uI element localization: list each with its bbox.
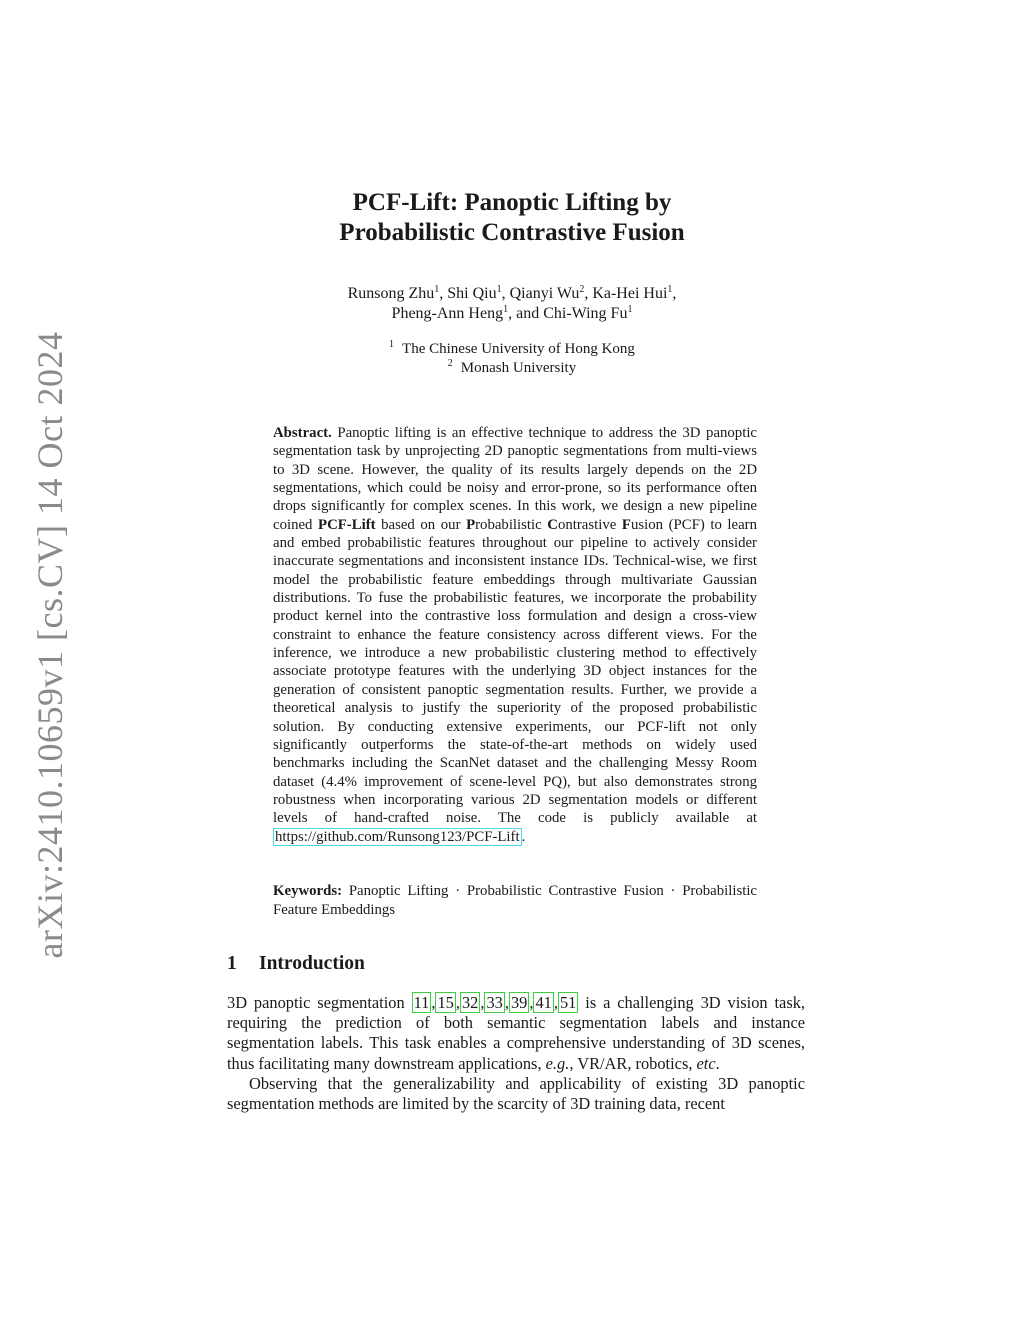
affiliation-1 [0,340,1024,359]
citation-link[interactable]: 15 [437,993,454,1012]
affiliation-name: Monash University [460,360,577,376]
paragraph: 3D panoptic segmentation 11 , 15 , 32 , 33 , 39 , 41 , 51 is a challenging 3D vision task, requiring the prediction of both semantic segmentation labels and instance segmentation labels. This task enables a comprehensive understanding of 3D scenes, thus facilitating many downstream applications, e.g., VR/AR, robotics, etc. [227,993,806,1073]
author-affiliation-mark: 1 [434,284,440,295]
citation-link[interactable]: 41 [535,993,552,1012]
keywords-text: Panoptic Lifting · Probabilistic Contrastive Fusion · Probabilistic Feature Embeddings [273,883,757,918]
citation-link[interactable]: 11 [413,993,430,1012]
arxiv-identifier: arXiv:2410.10659v1 [cs.CV] 14 Oct 2024 [30,331,70,959]
section-number: 1 [227,953,237,974]
paragraph: Observing that the generalizability and applicability of existing 3D panoptic segmentation methods are limited by the scarcity of 3D training data, recent [227,1073,805,1114]
author-name: Qianyi Wu [509,285,580,302]
paper-title-line-1: PCF-Lift: Panoptic Lifting by [352,189,672,216]
abstract: Abstract. Panoptic lifting is an effective technique to address the 3D panoptic segmentation task by unprojecting 2D panoptic segmentations from multi-views to 3D scene. However, the quality of its results largely depends on the 2D segmentations, which could be noisy and error-prone, so its performance often drops significantly for complex scenes. In this work, we design a new pipeline coined PCF-Lift based on our Probabilistic Contrastive Fusion (PCF) to learn and embed probabilistic features throughout our pipeline to actively consider inaccurate segmentations and inconsistent instance IDs. Technical-wise, we first model the probabilistic feature embeddings through multivariate Gaussian distributions. To fuse the probabilistic features, we incorporate the probability product kernel into the contrastive loss formulation and design a cross-view constraint to enhance the feature consistency across different views. For the inference, we introduce a new probabilistic clustering method to effectively associate prototype features with the underlying 3D object instances for the generation of consistent panoptic segmentation results. Further, we provide a theoretical analysis to justify the superiority of the proposed probabilistic solution. By conducting extensive experiments, our PCF-lift not only significantly outperforms the state-of-the-art methods on widely used benchmarks including the ScanNet dataset and the challenging Messy Room dataset (4.4% improvement of scene-level PQ), but also demonstrates strong robustness when incorporating various 2D segmentation models or different levels of hand-crafted noise. The code is publicly available at https://github.com/Runsong123/PCF-Lift . [273,425,757,845]
author-affiliation-mark: 1 [496,284,502,295]
author-line-2: Pheng-Ann Heng$^1$, and Chi-Wing Fu$^1$ [391,304,633,322]
author-affiliation-mark: 1 [503,304,509,315]
author-name: Chi-Wing Fu [543,305,628,322]
affiliation-2 [0,359,1024,378]
author-affiliation-mark: 2 [579,284,585,295]
citation-link[interactable]: 33 [486,993,503,1012]
author-name: Ka-Hei Hui [592,285,668,302]
affiliation-name: The Chinese University of Hong Kong [402,341,635,357]
author-name: Pheng-Ann Heng [391,305,504,322]
section-heading-introduction [227,951,803,977]
citation-link[interactable]: 39 [510,993,528,1012]
affiliation-mark: 2 [447,358,453,369]
method-name: PCF-Lift [318,516,376,533]
author-line-1: Runsong Zhu$^1$, Shi Qiu$^1$, Qianyi Wu$^2$, Ka-Hei Hui$^1$, [347,284,677,302]
introduction-body [227,993,805,1114]
citation-link[interactable]: 32 [461,993,479,1012]
affiliation-mark: 1 [389,339,395,350]
abstract-label: Abstract. [273,425,332,441]
keywords-label: Keywords: [273,883,343,899]
keywords [273,882,757,919]
citation-link[interactable]: 51 [559,993,577,1012]
code-repository-link[interactable]: https://github.com/Runsong123/PCF-Lift [275,828,520,845]
arxiv-sidebar [30,331,70,959]
section-title: Introduction [259,953,365,974]
author-name: Shi Qiu [447,285,497,302]
author-name: Runsong Zhu [347,285,435,302]
author-affiliation-mark: 1 [627,304,633,315]
paper-title-line-2: Probabilistic Contrastive Fusion [339,219,685,246]
author-affiliation-mark: 1 [667,284,673,295]
